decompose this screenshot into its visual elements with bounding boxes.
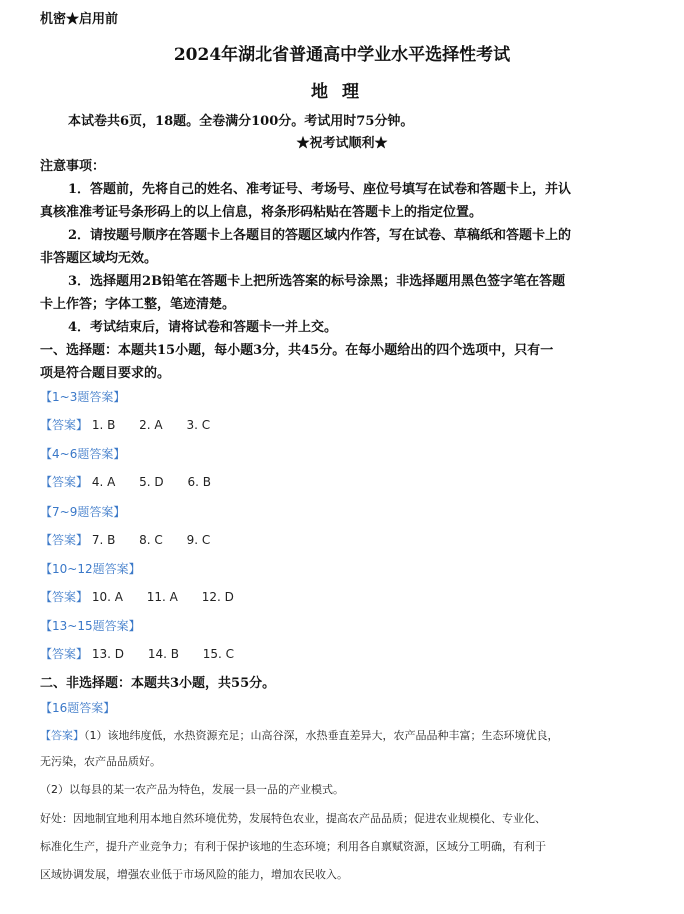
- answer-tag: 【答案】: [40, 418, 89, 432]
- answer-item: 6. B: [187, 475, 211, 489]
- q16-answer-line: [40, 727, 559, 743]
- notice-line: 真核准准考证号条形码上的以上信息，将条形码粘贴在答题卡上的指定位置。: [40, 205, 483, 220]
- good-luck-line: ★祝考试顺利★: [296, 136, 388, 151]
- notice-line: 1．答题前，先将自己的姓名、准考证号、考场号、座位号填写在试卷和答题卡上，并认: [68, 182, 572, 197]
- answer-tag: 【答案】: [40, 729, 84, 742]
- answer-group-title: 【1~3题答案】: [40, 390, 126, 404]
- answer-row: [40, 645, 234, 662]
- answer-item: 10. A: [91, 590, 123, 604]
- section1-heading: 项是符合题目要求的。: [40, 366, 171, 381]
- answer-item: 14. B: [147, 647, 179, 661]
- q16-answer-line: 好处：因地制宜地利用本地自然环境优势，发展特色农业，提高农产品品质；促进农业规模化、专业化、: [40, 812, 546, 825]
- notice-line: 2．请按题号顺序在答题卡上各题目的答题区域内作答，写在试卷、草稿纸和答题卡上的: [68, 228, 572, 243]
- notice-line: 非答题区域均无效。: [40, 251, 158, 266]
- answer-item: 1. B: [91, 418, 116, 432]
- answer-item: 11. A: [146, 590, 178, 604]
- q16-answer-line: 区域协调发展，增强农业低于市场风险的能力，增加农民收入。: [40, 868, 348, 881]
- answer-group-title: 【16题答案】: [40, 701, 116, 715]
- subject-title: 地理: [311, 82, 373, 102]
- answer-tag: 【答案】: [40, 475, 89, 489]
- confidential-label: 机密★启用前: [40, 12, 119, 27]
- answer-item: 2. A: [139, 418, 163, 432]
- answer-row: [40, 473, 211, 490]
- answer-row: [40, 416, 210, 433]
- notice-heading: 注意事项：: [40, 159, 106, 174]
- answer-tag: 【答案】: [40, 533, 89, 547]
- notice-line: 卡上作答；字体工整，笔迹清楚。: [40, 297, 236, 312]
- answer-tag: 【答案】: [40, 647, 89, 661]
- answer-group-title: 【13~15题答案】: [40, 619, 141, 633]
- answer-group-title: 【7~9题答案】: [40, 505, 126, 519]
- notice-line: 4．考试结束后，请将试卷和答题卡一并上交。: [68, 320, 338, 335]
- exam-title: 2024年湖北省普通高中学业水平选择性考试: [173, 45, 511, 65]
- q16-answer-text: （1）该地纬度低，水热资源充足；山高谷深，水热垂直差异大，农产品品种丰富；生态环境优良，: [84, 729, 559, 742]
- answer-item: 12. D: [201, 590, 234, 604]
- q16-answer-line: 标准化生产，提升产业竞争力；有利于保护该地的生态环境；利用各自禀赋资源，区域分工明确，有利于: [40, 840, 546, 853]
- q16-answer-line: 无污染，农产品品质好。: [40, 755, 161, 768]
- answer-item: 5. D: [139, 475, 164, 489]
- section1-heading: 一、选择题：本题共15小题，每小题3分，共45分。在每小题给出的四个选项中，只有一: [40, 343, 554, 358]
- answer-item: 8. C: [139, 533, 163, 547]
- answer-group-title: 【4~6题答案】: [40, 447, 126, 461]
- answer-item: 9. C: [186, 533, 211, 547]
- answer-item: 7. B: [91, 533, 116, 547]
- notice-line: 3．选择题用2B铅笔在答题卡上把所选答案的标号涂黑；非选择题用黑色签字笔在答题: [68, 274, 566, 289]
- q16-answer-line: （2）以每县的某一农产品为特色，发展一县一品的产业模式。: [40, 783, 344, 796]
- section2-heading: 二、非选择题：本题共3小题，共55分。: [40, 676, 276, 691]
- answer-group-title: 【10~12题答案】: [40, 562, 141, 576]
- answer-item: 4. A: [91, 475, 116, 489]
- answer-item: 15. C: [202, 647, 235, 661]
- answer-item: 13. D: [91, 647, 124, 661]
- answer-row: [40, 531, 210, 548]
- answer-row: [40, 588, 234, 605]
- exam-info: 本试卷共6页，18题。全卷满分100分。考试用时75分钟。: [68, 114, 414, 129]
- answer-item: 3. C: [186, 418, 211, 432]
- answer-tag: 【答案】: [40, 590, 89, 604]
